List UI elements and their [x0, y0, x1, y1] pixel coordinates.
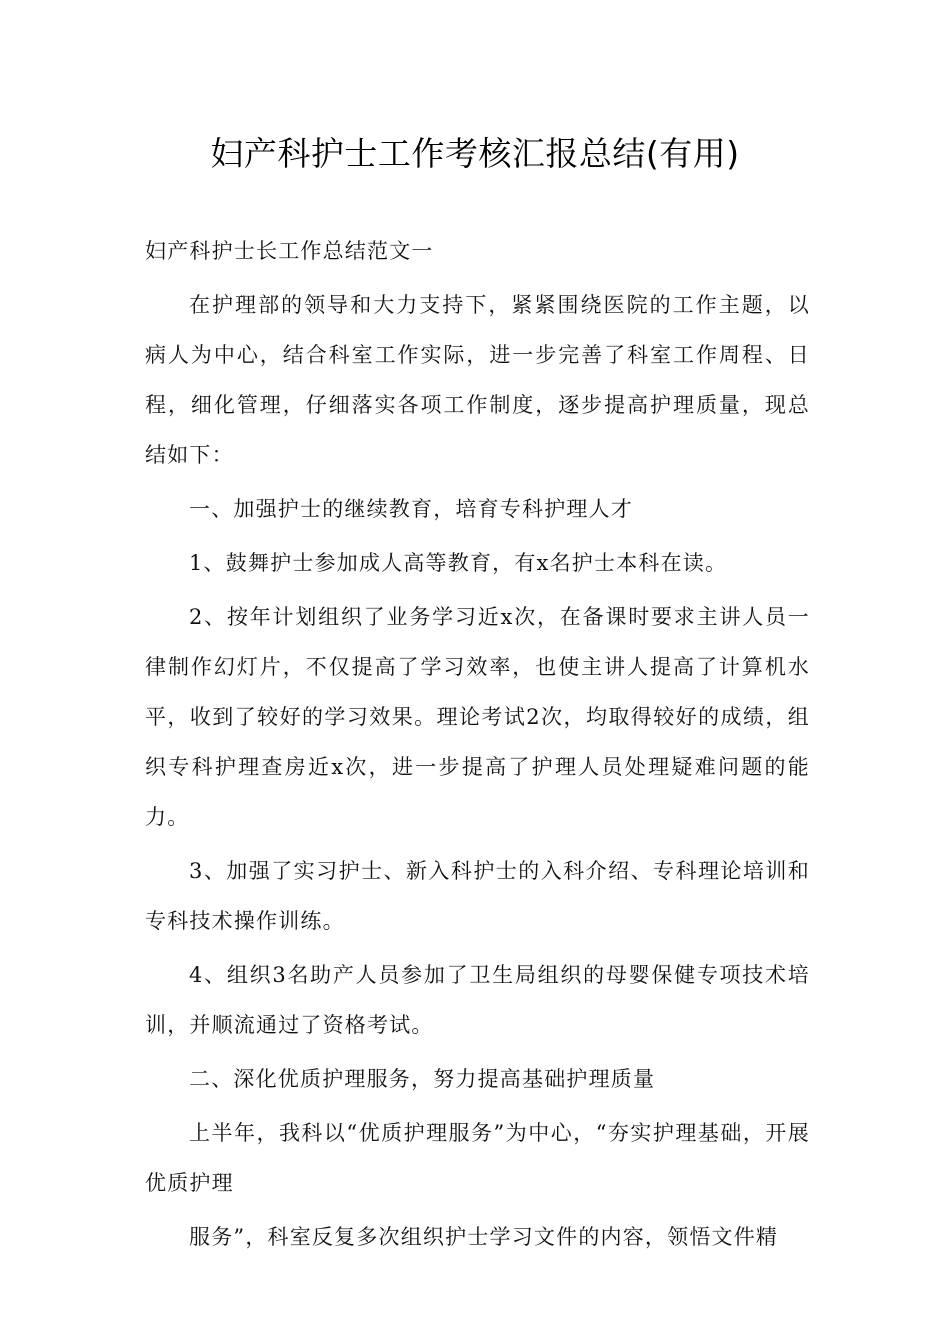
document-body: [145, 226, 810, 1262]
section-heading: 妇产科护士长工作总结范文一: [145, 239, 434, 263]
paragraph: 上半年，我科以“优质护理服务”为中心，“夯实护理基础，开展优质护理: [145, 1121, 810, 1195]
paragraph: 服务”，科室反复多次组织护士学习文件的内容，领悟文件精: [189, 1225, 779, 1249]
paragraph: 二、深化优质护理服务，努力提高基础护理质量: [189, 1067, 656, 1091]
paragraph: 4、组织3名助产人员参加了卫生局组织的母婴保健专项技术培训，并顺流通过了资格考试。: [145, 963, 810, 1037]
document-title: 妇产科护士工作考核汇报总结(有用): [210, 134, 740, 173]
paragraph: 3、加强了实习护士、新入科护士的入科介绍、专科理论培训和专科技术操作训练。: [145, 859, 810, 933]
paragraph: 2、按年计划组织了业务学习近x次，在备课时要求主讲人员一律制作幻灯片，不仅提高了学习效率，也使主讲人提高了计算机水平，收到了较好的学习效果。理论考试2次，均取得较好的成绩，组织专科护理查房近x次，进一步提高了护理人员处理疑难问题的能力。: [145, 605, 810, 829]
paragraph: 在护理部的领导和大力支持下，紧紧围绕医院的工作主题，以病人为中心，结合科室工作实际，进一步完善了科室工作周程、日程，细化管理，仔细落实各项工作制度，逐步提高护理质量，现总结如下：: [145, 293, 810, 467]
paragraph: 一、加强护士的继续教育，培育专科护理人才: [189, 497, 633, 521]
paragraph: 1、鼓舞护士参加成人高等教育，有x名护士本科在读。: [189, 551, 728, 575]
